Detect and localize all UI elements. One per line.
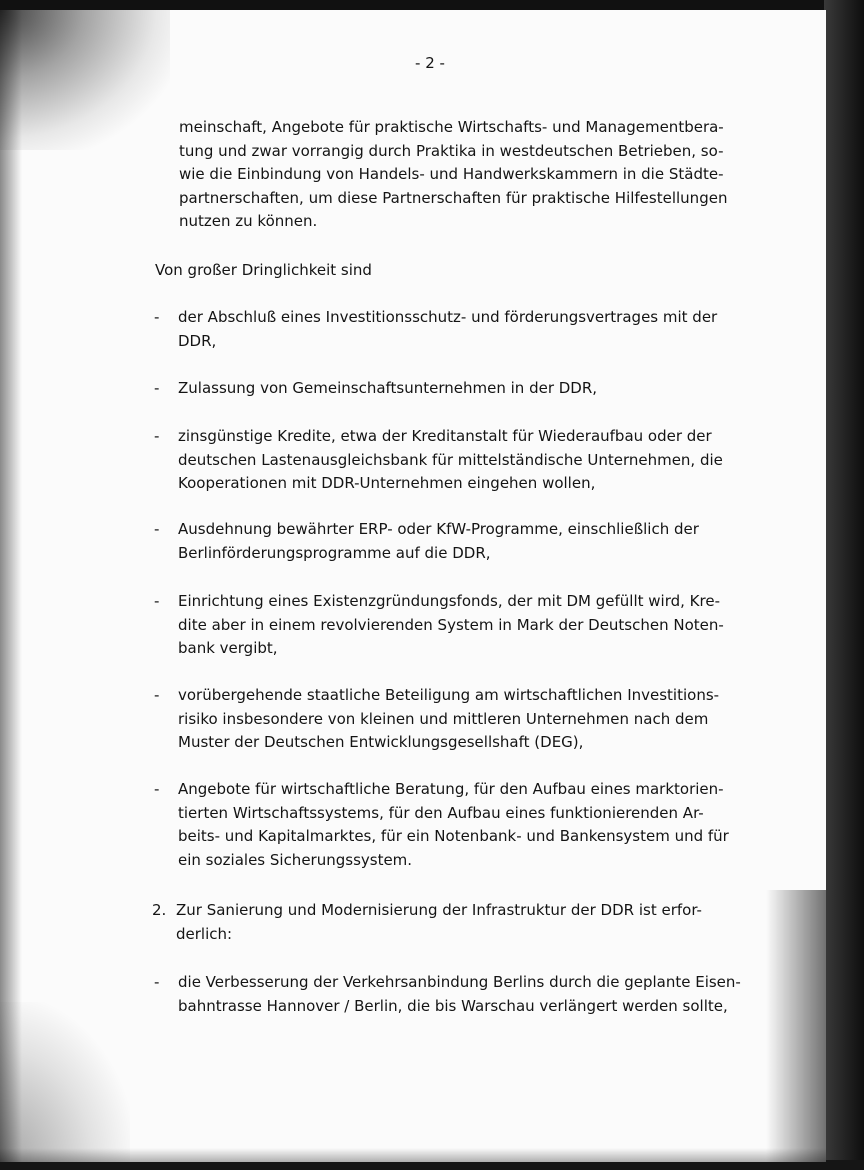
intro-line: meinschaft, Angebote für praktische Wirtschafts- und Managementbera-: [179, 118, 724, 136]
bullet-marker: -: [154, 780, 160, 798]
bullet-line: Ausdehnung bewährter ERP- oder KfW-Programme, einschließlich der: [178, 520, 699, 538]
bullet-text: [178, 518, 699, 565]
intro-paragraph: [179, 116, 727, 234]
bullet-marker: -: [154, 592, 160, 610]
intro-line: partnerschaften, um diese Partnerschaften für praktische Hilfestellungen: [179, 188, 728, 207]
bullet-text: [178, 377, 597, 401]
bullet-marker: -: [154, 520, 160, 538]
bullet-line: Berlinförderungsprogramme auf die DDR,: [178, 543, 491, 562]
bullet-text: [178, 306, 717, 353]
scan-frame-right: [824, 0, 864, 1170]
bullet-marker: -: [154, 686, 160, 704]
bullet-line: bahntrasse Hannover / Berlin, die bis Warschau verlängert werden sollte,: [178, 996, 728, 1015]
scan-shadow-left: [0, 10, 22, 1162]
bullet-text: [178, 425, 723, 496]
item-number: 2.: [152, 901, 167, 919]
scan-shadow-bottom: [0, 1148, 826, 1162]
bullet-line: Kooperationen mit DDR-Unternehmen eingehen wollen,: [178, 474, 596, 492]
bullet-line: Zulassung von Gemeinschaftsunternehmen in der DDR,: [178, 379, 598, 397]
bullet-line: vorübergehende staatliche Beteiligung am wirtschaftlichen Investitions-: [178, 686, 720, 704]
bullet-line: Angebote für wirtschaftliche Beratung, für den Aufbau eines marktorien-: [178, 780, 724, 798]
intro-line: nutzen zu können.: [179, 212, 318, 230]
bullet-line: deutschen Lastenausgleichsbank für mittelständische Unternehmen, die: [178, 450, 723, 469]
bullet-line: die Verbesserung der Verkehrsanbindung Berlins durch die geplante Eisen-: [178, 973, 741, 991]
bullet-line: bank vergibt,: [178, 639, 278, 657]
bullet-line: dite aber in einem revolvierenden System in Mark der Deutschen Noten-: [178, 615, 724, 634]
numbered-item-line: derlich:: [176, 924, 233, 943]
bullet-line: risiko insbesondere von kleinen und mittleren Unternehmen nach dem: [178, 709, 709, 728]
bullet-marker: -: [154, 308, 160, 326]
scan-shadow-bottom-left: [0, 1002, 130, 1162]
bullet-line: tierten Wirtschaftssystems, für den Aufbau eines funktionierenden Ar-: [178, 803, 704, 822]
numbered-item-line: Zur Sanierung und Modernisierung der Infrastruktur der DDR ist erfor-: [176, 901, 702, 919]
page-number: - 2 -: [415, 54, 445, 72]
bullet-text: [178, 684, 719, 755]
bullet-text: [178, 778, 729, 872]
bullet-marker: -: [154, 379, 160, 397]
bullet-line: beits- und Kapitalmarktes, für ein Notenbank- und Bankensystem und für: [178, 827, 729, 845]
intro-line: wie die Einbindung von Handels- und Handwerkskammern in die Städte-: [179, 165, 724, 183]
bullet-marker: -: [154, 427, 160, 445]
scan-shadow-top-left: [0, 10, 170, 150]
document-page: [0, 10, 826, 1162]
bullet-marker: -: [154, 973, 160, 991]
bullet-text: [178, 971, 741, 1018]
urgency-heading: Von großer Dringlichkeit sind: [155, 261, 372, 279]
bullet-line: zinsgünstige Kredite, etwa der Kreditanstalt für Wiederaufbau oder der: [178, 427, 712, 445]
bullet-line: Muster der Deutschen Entwicklungsgesellshaft (DEG),: [178, 733, 584, 751]
bullet-text: [178, 590, 724, 661]
bullet-line: DDR,: [178, 331, 217, 350]
intro-line: tung und zwar vorrangig durch Praktika in westdeutschen Betrieben, so-: [179, 141, 724, 160]
numbered-item-text: [176, 899, 702, 946]
bullet-line: der Abschluß eines Investitionsschutz- und förderungsvertrages mit der: [178, 308, 718, 326]
bullet-line: Einrichtung eines Existenzgründungsfonds, der mit DM gefüllt wird, Kre-: [178, 592, 720, 610]
bullet-line: ein soziales Sicherungssystem.: [178, 850, 413, 869]
scan-shadow-right: [766, 890, 826, 1162]
